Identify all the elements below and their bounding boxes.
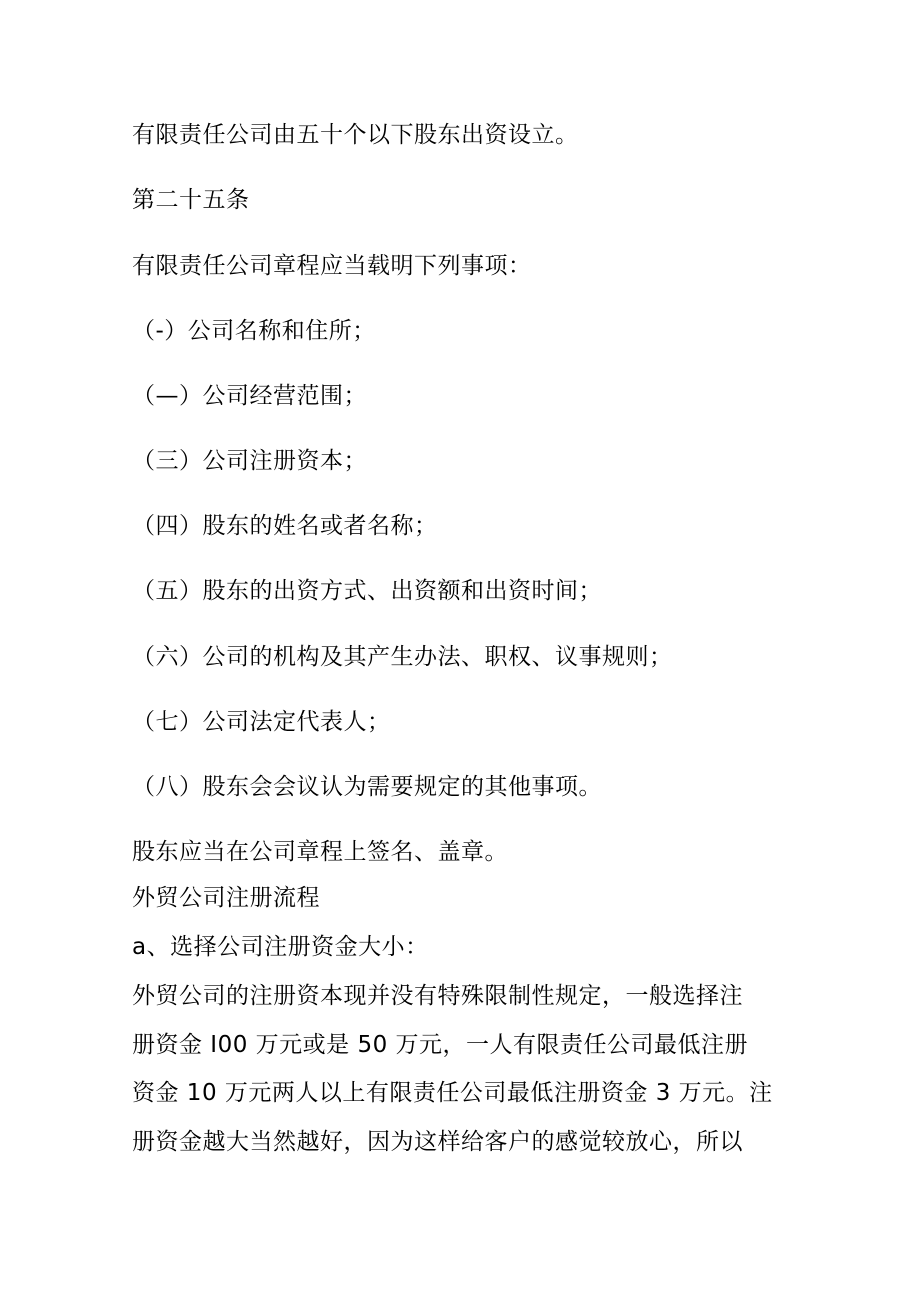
list-item: （-）公司名称和住所； [132, 318, 376, 344]
list-item: （四）股东的姓名或者名称； [132, 513, 438, 539]
subsection-heading: a、选择公司注册资金大小： [132, 934, 429, 960]
list-item: （八）股东会会议认为需要规定的其他事项。 [132, 774, 602, 800]
section-heading: 外贸公司注册流程 [132, 885, 320, 911]
paragraph-line: 股东应当在公司章程上签名、盖章。 [132, 839, 508, 865]
paragraph-line: 册资金 I00 万元或是 50 万元，一人有限责任公司最低注册 [132, 1032, 749, 1058]
paragraph-line: 有限责任公司由五十个以下股东出资设立。 [132, 122, 579, 148]
list-item: （七）公司法定代表人； [132, 709, 391, 735]
list-item: （六）公司的机构及其产生办法、职权、议事规则； [132, 644, 673, 670]
list-item: （五）股东的出资方式、出资额和出资时间； [132, 578, 602, 604]
list-item: （三）公司注册资本； [132, 448, 367, 474]
article-heading: 第二十五条 [132, 187, 250, 213]
list-item: （—）公司经营范围； [132, 383, 367, 409]
paragraph-line: 资金 10 万元两人以上有限责任公司最低注册资金 3 万元。注 [132, 1080, 773, 1106]
paragraph-line: 册资金越大当然越好，因为这样给客户的感觉较放心，所以 [132, 1129, 743, 1155]
paragraph-line: 外贸公司的注册资本现并没有特殊限制性规定，一般选择注 [132, 983, 743, 1009]
paragraph-line: 有限责任公司章程应当载明下列事项： [132, 253, 532, 279]
